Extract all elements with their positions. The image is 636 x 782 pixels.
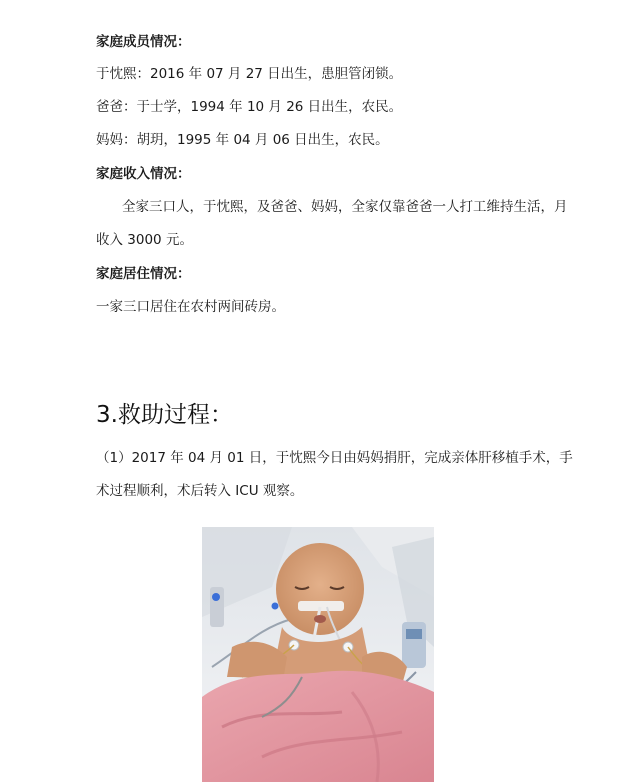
photo-illustration xyxy=(202,527,434,782)
family-income-line-1: 全家三口人，于忱熙，及爸爸、妈妈，全家仅靠爸爸一人打工维持生活，月 xyxy=(122,199,568,215)
infant-in-hospital-bed-photo xyxy=(202,527,434,782)
mother-info: 妈妈：胡玥，1995 年 04 月 06 日出生，农民。 xyxy=(96,132,389,148)
rescue-line-1: （1）2017 年 04 月 01 日，于忱熙今日由妈妈捐肝，完成亲体肝移植手术，手 xyxy=(96,450,573,466)
father-info: 爸爸：于士学，1994 年 10 月 26 日出生，农民。 xyxy=(96,99,403,115)
rescue-line-2: 术过程顺利，术后转入 ICU 观察。 xyxy=(96,483,304,499)
child-info: 于忱熙：2016 年 07 月 27 日出生，患胆管闭锁。 xyxy=(96,66,403,82)
family-housing-heading: 家庭居住情况： xyxy=(96,266,191,282)
family-income-heading: 家庭收入情况： xyxy=(96,166,191,182)
rescue-section-title: 3.救助过程： xyxy=(96,402,233,428)
family-members-heading: 家庭成员情况： xyxy=(96,34,191,50)
family-housing-text: 一家三口居住在农村两间砖房。 xyxy=(96,299,285,315)
family-income-line-2: 收入 3000 元。 xyxy=(96,232,193,248)
